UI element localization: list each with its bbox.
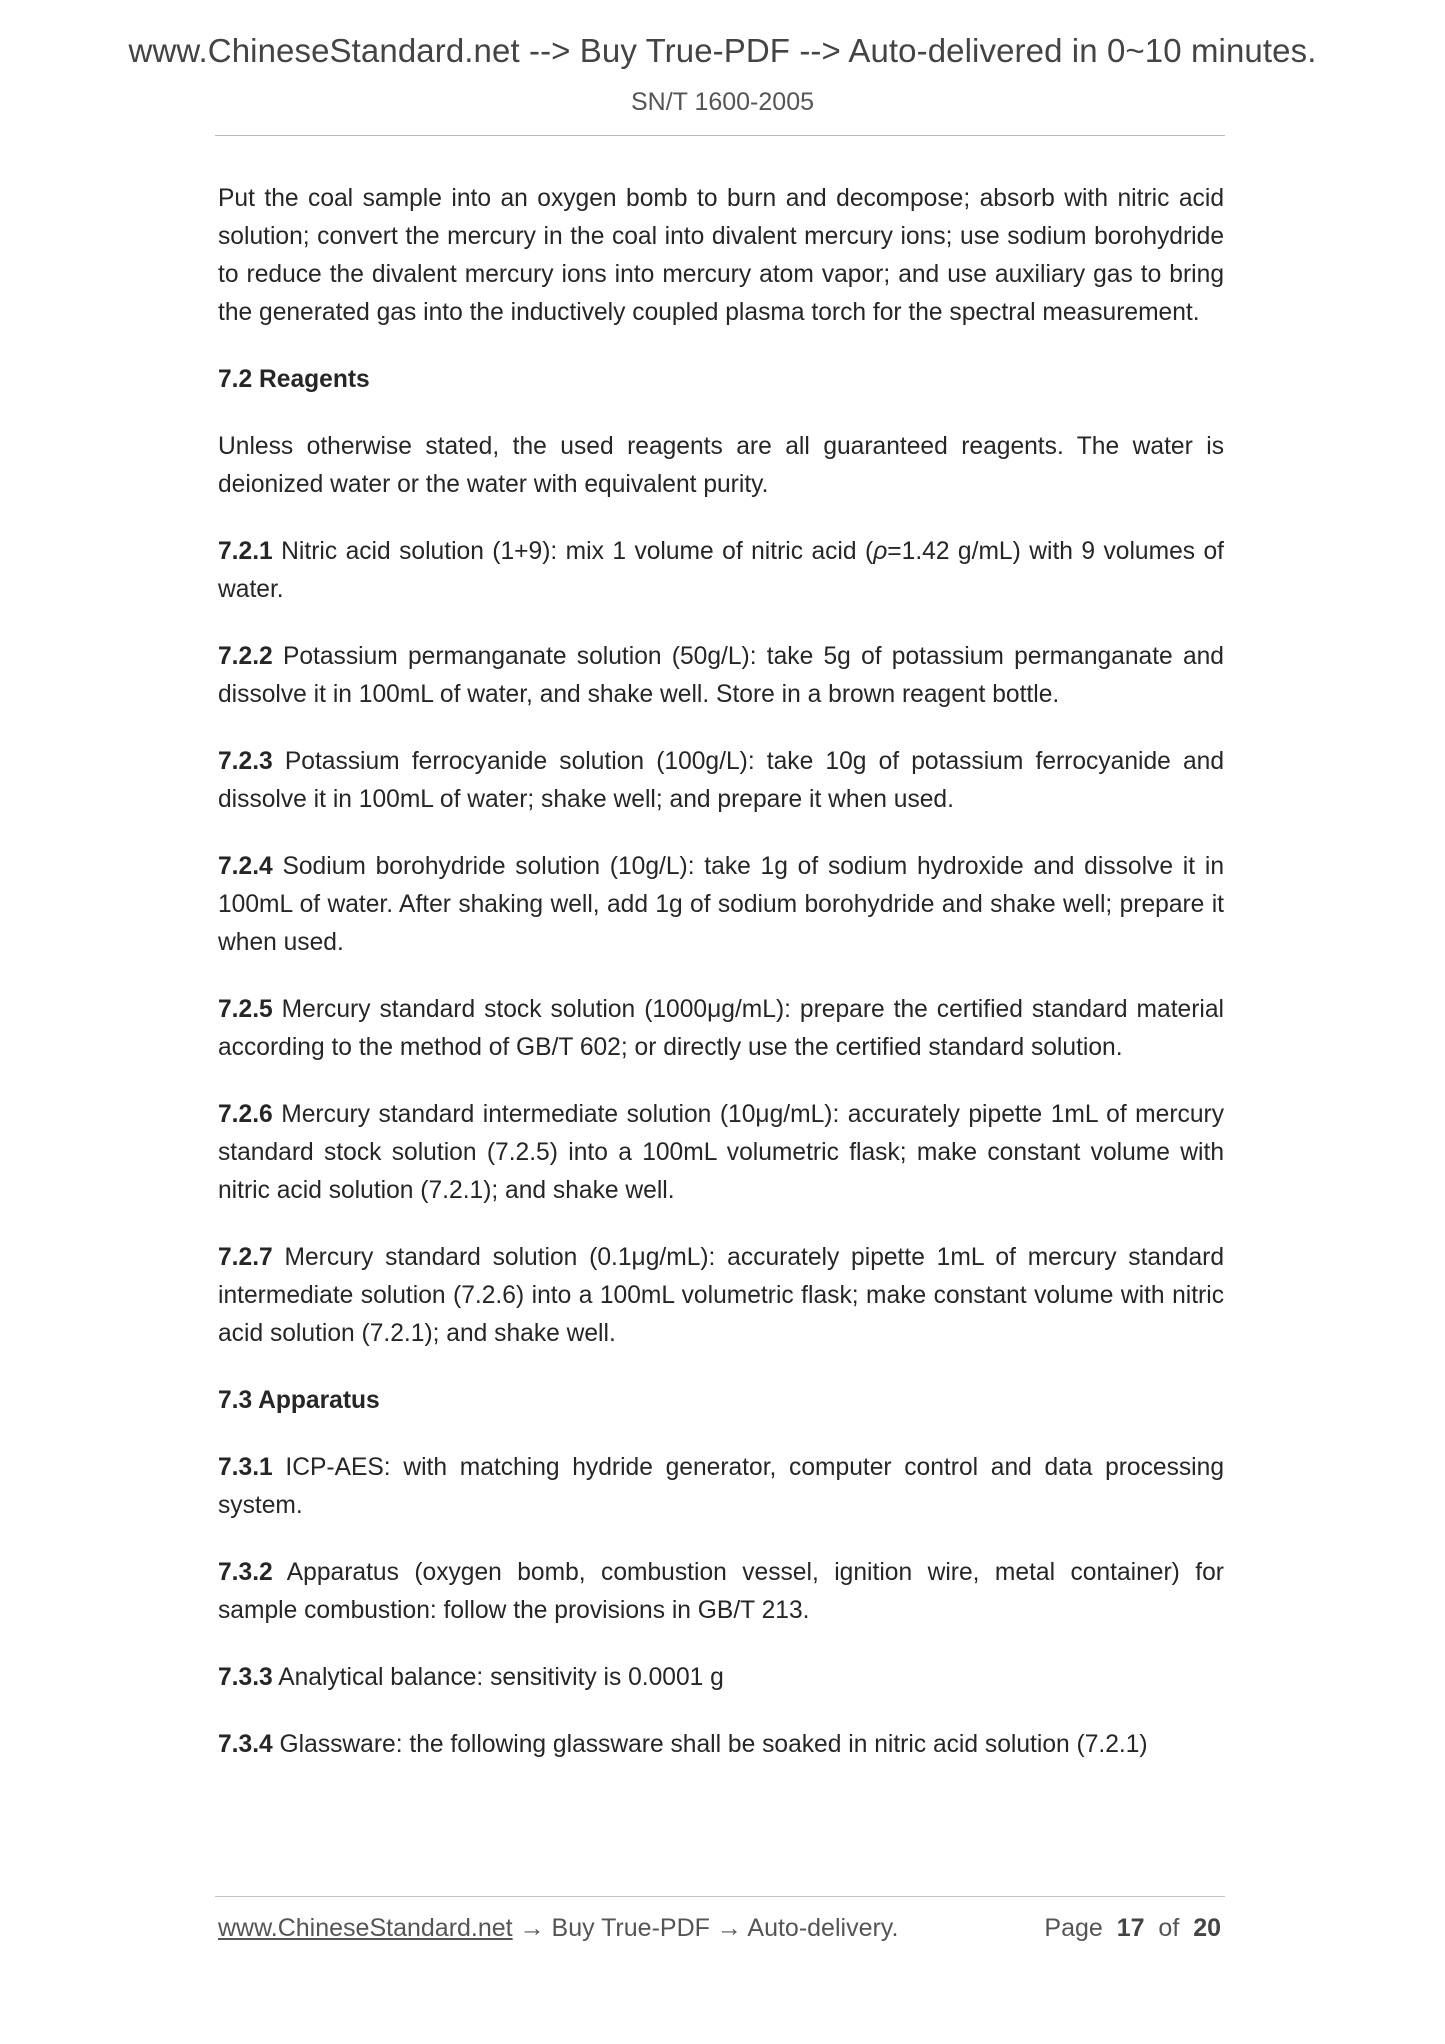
page-indicator	[1044, 1914, 1221, 1943]
clause-text: Mercury standard solution (0.1μg/mL): accurately pipette 1mL of mercury standard intermediate solution (7.2.6) into a 100mL volumetric flask; make constant volume with nitric acid solution (7.2.1); and shake well.	[218, 1244, 1224, 1347]
standard-code: SN/T 1600-2005	[631, 88, 814, 116]
clause-text: Glassware: the following glassware shall be soaked in nitric acid solution (7.2.1)	[279, 1731, 1148, 1758]
clause-text: Potassium ferrocyanide solution (100g/L): take 10g of potassium ferrocyanide and dissolve it in 100mL of water; shake well; and prepare it when used.	[218, 748, 1225, 813]
clause-7-2-6	[218, 1096, 1224, 1210]
clause-text: Mercury standard stock solution (1000μg/mL): prepare the certified standard material according to the method of GB/T 602; or directly use the certified standard solution.	[218, 996, 1224, 1061]
clause-7-2-4	[218, 848, 1224, 962]
clause-number: 7.2.6	[218, 1101, 273, 1128]
clause-text: Mercury standard intermediate solution (10μg/mL): accurately pipette 1mL of mercury standard stock solution (7.2.5) into a 100mL volumetric flask; make constant volume with nitric acid solution (7.2.1); and shake well.	[218, 1101, 1224, 1204]
clause-number: 7.2.3	[218, 748, 273, 775]
current-page-number: 17	[1116, 1914, 1145, 1942]
of-label: of	[1158, 1914, 1180, 1942]
section-heading-apparatus: 7.3 Apparatus	[218, 1387, 380, 1414]
clause-number: 7.3.4	[218, 1731, 273, 1758]
clause-7-2-2	[218, 638, 1224, 714]
site-banner: www.ChineseStandard.net --> Buy True-PDF --> Auto-delivered in 0~10 minutes.	[128, 32, 1317, 69]
total-pages-number: 20	[1193, 1914, 1221, 1942]
clause-number: 7.3.2	[218, 1559, 273, 1586]
clause-7-3-3	[218, 1659, 1224, 1697]
clause-7-3-1	[218, 1449, 1224, 1525]
clause-number: 7.3.3	[218, 1664, 273, 1691]
footer-divider	[215, 1896, 1225, 1897]
density-symbol: ρ	[873, 538, 888, 565]
clause-number: 7.2.2	[218, 643, 273, 670]
clause-text: Sodium borohydride solution (10g/L): take 1g of sodium hydroxide and dissolve it in 100mL of water. After shaking well, add 1g of sodium borohydride and shake well; prepare it when used.	[218, 853, 1224, 956]
header-divider	[215, 135, 1225, 136]
footer-promo	[218, 1914, 898, 1943]
footer-delivery-text: → Buy True-PDF → Auto-delivery.	[512, 1914, 899, 1942]
footer-site-link[interactable]: www.ChineseStandard.net	[218, 1914, 513, 1942]
reagents-intro-paragraph: Unless otherwise stated, the used reagents are all guaranteed reagents. The water is deionized water or the water with equivalent purity.	[218, 433, 1224, 498]
section-heading-reagents: 7.2 Reagents	[218, 366, 370, 393]
clause-7-2-7	[218, 1239, 1224, 1353]
clause-7-2-5	[218, 991, 1224, 1067]
clause-text: Potassium permanganate solution (50g/L): take 5g of potassium permanganate and dissolve it in 100mL of water, and shake well. Store in a brown reagent bottle.	[218, 643, 1224, 708]
clause-number: 7.2.4	[218, 853, 273, 880]
clause-number: 7.2.7	[218, 1244, 273, 1271]
method-principle-paragraph: Put the coal sample into an oxygen bomb to burn and decompose; absorb with nitric acid solution; convert the mercury in the coal into divalent mercury ions; use sodium borohydride to reduce the divalent mercury ions into mercury atom vapor; and use auxiliary gas to bring the generated gas into the inductively coupled plasma torch for the spectral measurement.	[218, 185, 1224, 326]
clause-7-3-2	[218, 1554, 1224, 1630]
clause-text: Nitric acid solution (1+9): mix 1 volume of nitric acid (	[281, 538, 874, 565]
document-body	[218, 180, 1224, 1793]
clause-text: Analytical balance: sensitivity is 0.0001 g	[278, 1664, 724, 1691]
clause-7-2-1	[218, 533, 1224, 609]
clause-7-2-3	[218, 743, 1224, 819]
clause-number: 7.3.1	[218, 1454, 273, 1481]
clause-number: 7.2.1	[218, 538, 273, 565]
clause-text: Apparatus (oxygen bomb, combustion vessel, ignition wire, metal container) for sample combustion: follow the provisions in GB/T 213.	[218, 1559, 1224, 1624]
clause-text: ICP-AES: with matching hydride generator, computer control and data processing system.	[218, 1454, 1224, 1519]
page-label: Page	[1044, 1914, 1103, 1942]
clause-number: 7.2.5	[218, 996, 273, 1023]
clause-7-3-4	[218, 1726, 1224, 1764]
clause-text: =1.42 g/mL) with 9 volumes of water.	[218, 538, 1225, 603]
